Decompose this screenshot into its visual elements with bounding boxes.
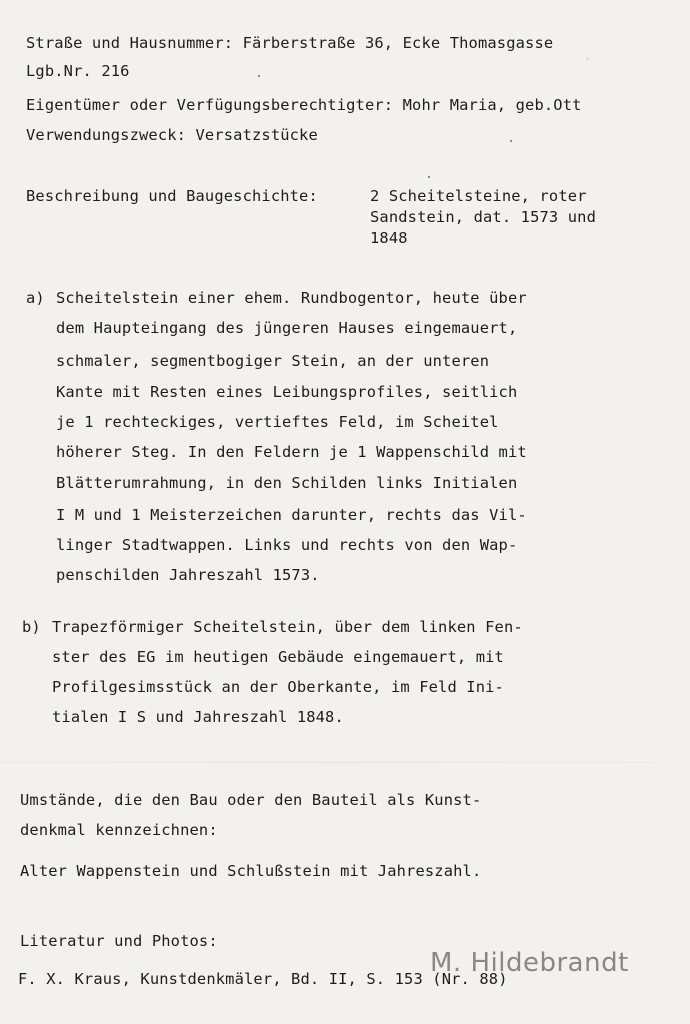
circumstances-answer: Alter Wappenstein und Schlußstein mit Jahreszahl.: [20, 862, 482, 880]
item-b-line: Profilgesimsstück an der Oberkante, im Feld Ini-: [52, 678, 504, 696]
description-value-line-3: 1848: [370, 229, 408, 247]
description-value-line-2: Sandstein, dat. 1573 und: [370, 208, 596, 226]
paper-speck: [428, 176, 430, 178]
item-a-line: schmaler, segmentbogiger Stein, an der unteren: [56, 352, 490, 370]
item-a-line: dem Haupteingang des jüngeren Hauses eingemauert,: [56, 319, 518, 337]
description-value-line-1: 2 Scheitelsteine, roter: [370, 187, 587, 205]
literature-entry: F. X. Kraus, Kunstdenkmäler, Bd. II, S. 153 (Nr. 88): [18, 970, 508, 988]
item-b-line: Trapezförmiger Scheitelstein, über dem linken Fen-: [52, 618, 523, 636]
street-line: Straße und Hausnummer: Färberstraße 36, Ecke Thomasgasse: [26, 34, 554, 52]
item-a-line: höherer Steg. In den Feldern je 1 Wappenschild mit: [56, 443, 527, 461]
item-a-line: penschilden Jahreszahl 1573.: [56, 566, 320, 584]
show-through-texture: .: [300, 46, 592, 64]
item-a-line: Scheitelstein einer ehem. Rundbogentor, heute über: [56, 289, 527, 307]
usage-line: Verwendungszweck: Versatzstücke: [26, 126, 318, 144]
item-a-line: je 1 rechteckiges, vertieftes Feld, im Scheitel: [56, 413, 499, 431]
paper-speck: [258, 75, 260, 77]
page-fold-shadow: [0, 762, 690, 763]
circumstances-line: denkmal kennzeichnen:: [20, 821, 218, 839]
item-b-line: ster des EG im heutigen Gebäude eingemauert, mit: [52, 648, 504, 666]
photographer-watermark: M. Hildebrandt: [430, 948, 629, 978]
lgb-number-line: Lgb.Nr. 216: [26, 62, 130, 80]
circumstances-line: Umstände, die den Bau oder den Bauteil als Kunst-: [20, 791, 482, 809]
item-a-line: Kante mit Resten eines Leibungsprofiles, seitlich: [56, 383, 518, 401]
item-b-marker: b): [22, 618, 41, 636]
item-a-line: Blätterumrahmung, in den Schilden links Initialen: [56, 474, 518, 492]
item-a-line: I M und 1 Meisterzeichen darunter, rechts das Vil-: [56, 506, 527, 524]
paper-speck: [510, 140, 512, 142]
description-label: Beschreibung und Baugeschichte:: [26, 187, 318, 205]
literature-label: Literatur und Photos:: [20, 932, 218, 950]
item-a-line: linger Stadtwappen. Links und rechts von den Wap-: [56, 536, 518, 554]
owner-line: Eigentümer oder Verfügungsberechtigter: Mohr Maria, geb.Ott: [26, 96, 582, 114]
item-b-line: tialen I S und Jahreszahl 1848.: [52, 708, 344, 726]
item-a-marker: a): [26, 289, 45, 307]
